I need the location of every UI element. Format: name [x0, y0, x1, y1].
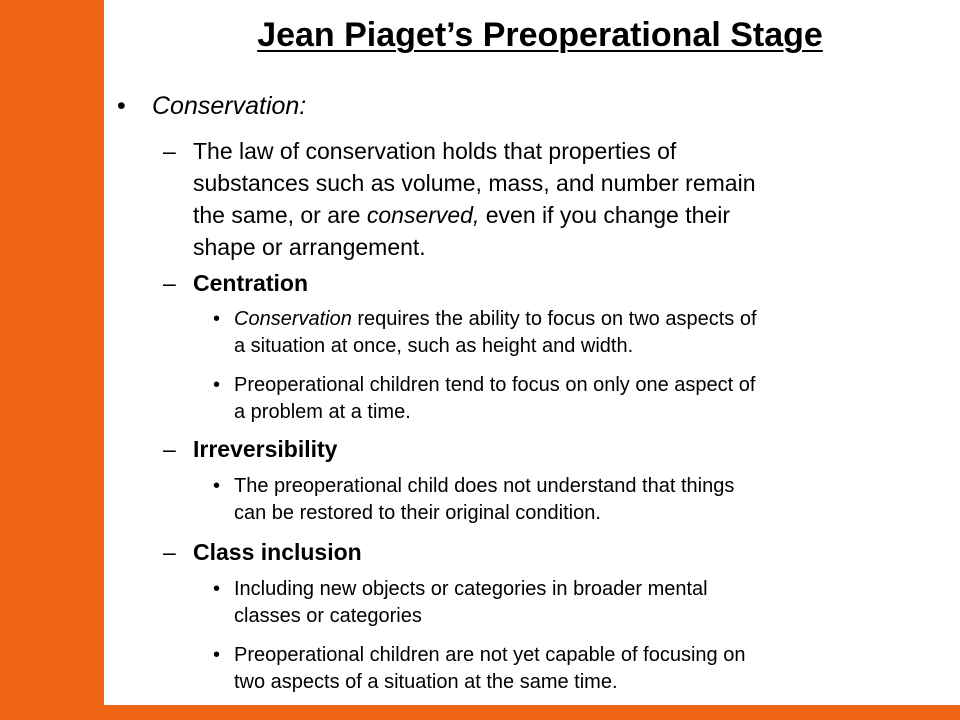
class-inclusion-label: Class inclusion	[193, 539, 362, 565]
definition-line	[193, 199, 756, 231]
dash-icon: –	[163, 539, 176, 565]
dash-icon: –	[163, 270, 176, 296]
bullet-line	[234, 306, 757, 333]
conserved-emphasis: conserved,	[366, 202, 480, 228]
irreversibility-label: Irreversibility	[193, 436, 338, 462]
bullet-icon: •	[213, 475, 221, 497]
definition-text	[193, 135, 756, 263]
bullet-line: The preoperational child does not understand that things	[234, 475, 735, 497]
centration-label: Centration	[193, 270, 308, 296]
irreversibility-bullet-1	[234, 473, 734, 527]
bullet-icon: •	[213, 578, 221, 600]
definition-text-run: the same, or are	[193, 202, 367, 228]
bullet-line: a problem at a time.	[234, 401, 411, 423]
bullet-text-run: requires the ability to focus on two aspects of	[351, 308, 757, 330]
centration-bullet-2	[234, 372, 755, 426]
section-heading: Conservation:	[152, 92, 307, 120]
bullet-line: classes or categories	[234, 605, 422, 627]
class-inclusion-bullet-2	[234, 642, 745, 696]
conservation-emphasis: Conservation	[234, 308, 352, 330]
bullet-icon: •	[213, 374, 221, 396]
bullet-line: can be restored to their original condition.	[234, 502, 601, 524]
bullet-line: Preoperational children tend to focus on only one aspect of	[234, 374, 756, 396]
definition-line: The law of conservation holds that properties of	[193, 138, 677, 164]
bullet-line: a situation at once, such as height and width.	[234, 335, 634, 357]
bullet-line: Including new objects or categories in broader mental	[234, 578, 708, 600]
bullet-line: two aspects of a situation at the same time.	[234, 671, 618, 693]
dash-icon: –	[163, 138, 176, 164]
bullet-line: Preoperational children are not yet capable of focusing on	[234, 644, 746, 666]
bullet-icon: •	[213, 644, 221, 666]
definition-text-run: even if you change their	[479, 202, 730, 228]
dash-icon: –	[163, 436, 176, 462]
centration-bullet-1	[234, 306, 757, 360]
definition-line: shape or arrangement.	[193, 234, 426, 260]
class-inclusion-bullet-1	[234, 576, 708, 630]
slide-title: Jean Piaget’s Preoperational Stage	[257, 16, 823, 54]
bullet-icon: •	[213, 308, 221, 330]
definition-line: substances such as volume, mass, and number remain	[193, 170, 756, 196]
bullet-icon: •	[117, 92, 126, 120]
